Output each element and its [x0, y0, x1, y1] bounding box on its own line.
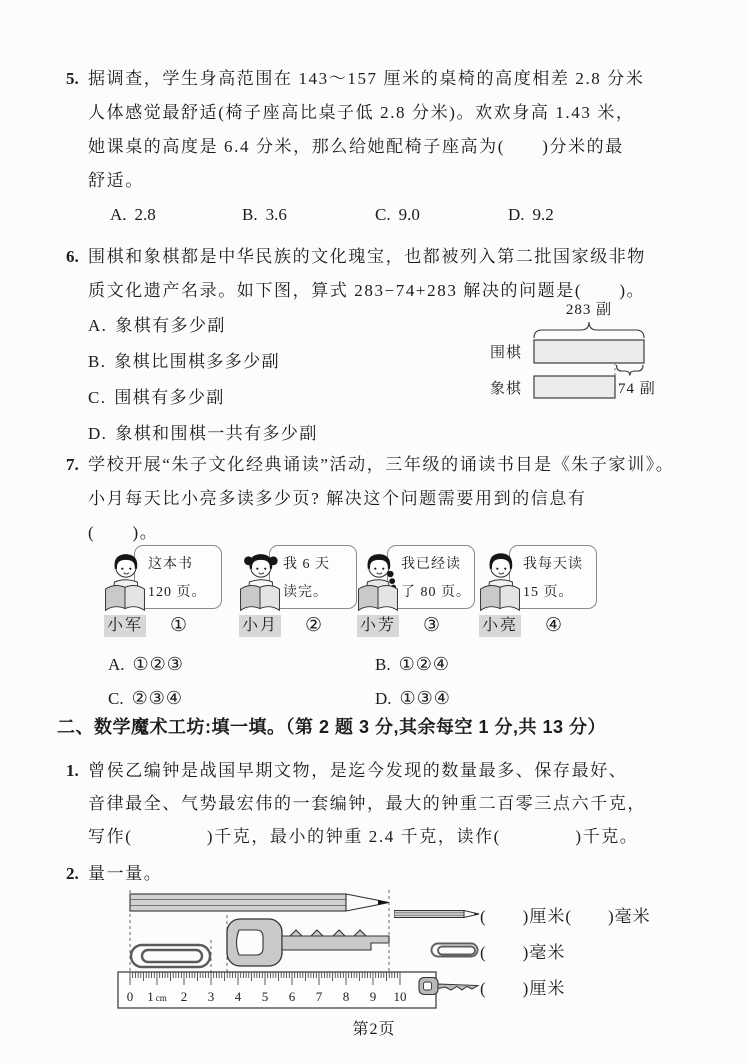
- character-caption: [102, 615, 222, 639]
- character-name: 小月: [239, 615, 281, 637]
- character-name: 小军: [104, 615, 146, 637]
- question-6-number: 6.: [66, 247, 79, 266]
- option-c: C. 围棋有多少副: [88, 388, 225, 407]
- question-6-line: 质文化遗产名录。如下图，算式 283−74+283 解决的问题是( )。: [88, 281, 646, 300]
- pencil-icon: [386, 908, 480, 920]
- ruler-number: 5: [261, 989, 269, 1004]
- total-brace: [534, 322, 644, 338]
- key-answer-row: [386, 968, 726, 1004]
- option-b: B. ①②④: [375, 654, 451, 674]
- weiqi-bar: [534, 340, 644, 363]
- key-icon: [386, 976, 480, 996]
- character-caption: [355, 615, 475, 639]
- ruler-number: 2: [180, 989, 188, 1004]
- ruler-number: 8: [342, 989, 350, 1004]
- character-card-xiaofang: [355, 543, 477, 642]
- option-a: A. ①②③: [108, 654, 184, 674]
- section-2-question-1: [66, 754, 736, 853]
- ruler-number: 7: [315, 989, 323, 1004]
- ruler-number: 6: [288, 989, 296, 1004]
- speech-bubble: 我已经读 了 80 页。: [387, 545, 475, 609]
- difference-brace: [617, 365, 644, 376]
- section-2-title: 二、数学魔术工坊:填一填。（第 2 题 3 分,其余每空 1 分,共 13 分）: [57, 717, 607, 737]
- question-7-line: 学校开展“朱子文化经典诵读”活动，三年级的诵读书目是《朱子家训》。: [88, 455, 675, 474]
- ruler-number: 9: [369, 989, 377, 1004]
- character-card-xiaoliang: [477, 543, 599, 642]
- row1-label: 围棋: [489, 345, 522, 361]
- character-number: ③: [423, 615, 441, 636]
- paperclip-icon: [386, 941, 480, 959]
- question-7: [66, 448, 736, 550]
- character-cards: [100, 543, 710, 642]
- ruler-number: 10: [393, 989, 407, 1004]
- question-7-options: [66, 647, 716, 719]
- question-line: 曾侯乙编钟是战国早期文物，是迄今发现的数量最多、保存最好、: [88, 761, 628, 780]
- question-5-line: 人体感觉最舒适(椅子座高比桌子低 2.8 分米)。欢欢身高 1.43 米，: [88, 103, 635, 122]
- character-number: ①: [170, 615, 188, 636]
- row2-label: 象棋: [489, 381, 522, 397]
- reading-boy-striped-illustration: [477, 547, 523, 617]
- question-6-line: 围棋和象棋都是中华民族的文化瑰宝，也都被列入第二批国家级非物: [88, 247, 646, 266]
- option-b: B. 象棋比围棋多多少副: [88, 352, 280, 371]
- question-prompt: 量一量。: [88, 864, 163, 883]
- speech-bubble: 我每天读 15 页。: [509, 545, 597, 609]
- pencil-answer-row: [386, 896, 726, 932]
- answer-blank-text: ( )厘米: [480, 978, 566, 998]
- chess-bar-diagram: [480, 297, 748, 405]
- ruler-number: 0: [126, 989, 134, 1004]
- option-a: A. 象棋有多少副: [88, 316, 226, 335]
- question-line: 音律最全、气势最宏伟的一套编钟，最大的钟重二百零三点六千克，: [88, 794, 646, 813]
- ruler-number: 3: [207, 989, 215, 1004]
- character-card-xiaojun: [102, 543, 224, 642]
- question-7-line: ( )。: [88, 523, 159, 542]
- question-number: 1.: [66, 761, 79, 780]
- question-7-number: 7.: [66, 455, 79, 474]
- question-line: 写作( )千克，最小的钟重 2.4 千克，读作( )千克。: [88, 827, 639, 846]
- character-card-xiaoyue: [237, 543, 359, 642]
- answer-blank-text: ( )毫米: [480, 942, 566, 962]
- option-a: A. 2.8: [110, 205, 156, 224]
- paperclip-answer-row: [386, 932, 726, 968]
- key-illustration: [227, 919, 389, 966]
- question-5-options: [88, 198, 736, 232]
- question-5-number: 5.: [66, 69, 79, 88]
- measure-answers: [386, 896, 726, 1004]
- option-d: D. 9.2: [508, 205, 554, 224]
- option-c: C. ②③④: [108, 688, 184, 708]
- pencil-illustration: [130, 894, 389, 911]
- speech-bubble: 这本书 120 页。: [134, 545, 222, 609]
- speech-bubble: 我 6 天 读完。: [269, 545, 357, 609]
- question-number: 2.: [66, 864, 79, 883]
- question-7-line: 小月每天比小亮多读多少页? 解决这个问题需要用到的信息有: [88, 489, 587, 508]
- option-d: D. ①③④: [375, 688, 451, 708]
- character-number: ②: [305, 615, 323, 636]
- question-5-line: 据调查，学生身高范围在 143～157 厘米的桌椅的高度相差 2.8 分米: [88, 69, 645, 88]
- character-caption: [477, 615, 597, 639]
- question-5-line: 她课桌的高度是 6.4 分米，那么给她配椅子座高为( )分米的最: [88, 137, 624, 156]
- character-number: ④: [545, 615, 563, 636]
- reading-girl-braid-illustration: [355, 547, 401, 617]
- difference-label: 74 副: [618, 381, 656, 397]
- option-b: B. 3.6: [242, 205, 287, 224]
- reading-boy-illustration: [102, 547, 148, 617]
- total-label: 283 副: [565, 302, 613, 318]
- character-name: 小亮: [479, 615, 521, 637]
- option-c: C. 9.0: [375, 205, 420, 224]
- character-name: 小芳: [357, 615, 399, 637]
- ruler-number: 1 cm: [147, 989, 167, 1004]
- question-5-line: 舒适。: [88, 171, 144, 190]
- ruler-number: 4: [234, 989, 242, 1004]
- answer-blank-text: ( )厘米( )毫米: [480, 906, 651, 926]
- character-caption: [237, 615, 357, 639]
- reading-girl-illustration: [237, 547, 283, 617]
- question-5: [66, 62, 736, 232]
- page-number: 第2页: [352, 1021, 396, 1038]
- paperclip-illustration: [131, 945, 210, 967]
- option-d: D. 象棋和围棋一共有多少副: [88, 424, 318, 443]
- xiangqi-bar: [534, 376, 615, 398]
